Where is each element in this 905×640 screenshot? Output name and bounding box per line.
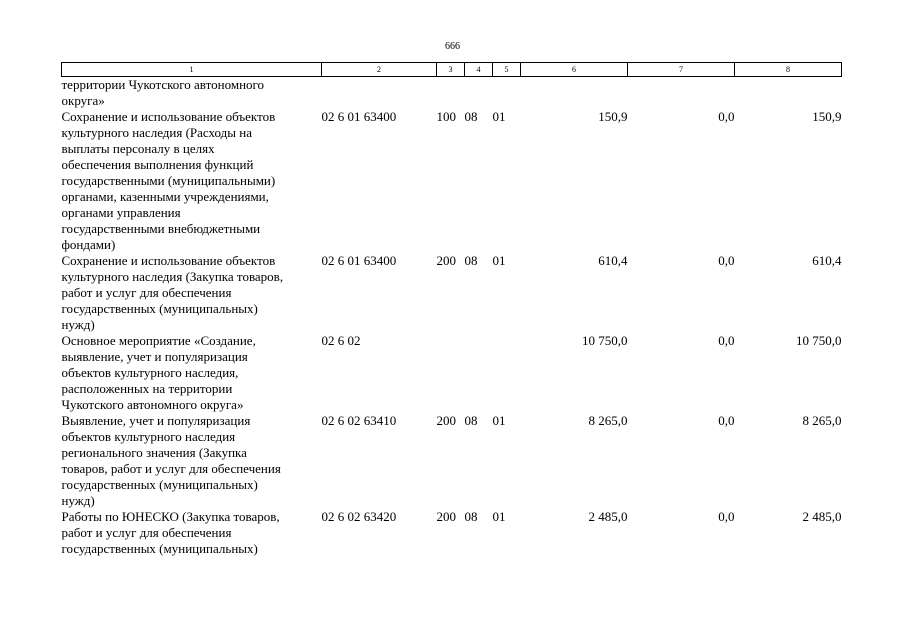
row-subsection: 01 (492, 413, 506, 428)
row-name-line: работ и услуг для обеспечения (61, 285, 232, 300)
table-row (62, 253, 842, 333)
row-code (322, 77, 437, 110)
row-expense-type (437, 77, 465, 110)
row-name-line: Чукотского автономного округа» (61, 397, 244, 412)
row-name-line: округа» (61, 93, 105, 108)
row-name-line: культурного наследия (Расходы на (61, 125, 252, 140)
row-change: 0,0 (718, 509, 735, 524)
row-section: 08 (464, 509, 478, 524)
row-subsection: 01 (492, 509, 506, 524)
table-row (62, 333, 842, 413)
row-total (735, 77, 842, 110)
row-code: 02 6 02 63420 (321, 509, 397, 524)
row-name-line: товаров, работ и услуг для обеспечения (61, 461, 281, 476)
row-name-line: государственными внебюджетными (61, 221, 261, 236)
row-amount: 8 265,0 (588, 413, 628, 428)
row-section: 08 (464, 413, 478, 428)
row-expense-type: 200 (436, 509, 456, 524)
header-col-5: 5 (493, 63, 521, 77)
header-col-3: 3 (437, 63, 465, 77)
row-name-line: обеспечения выполнения функций (61, 157, 254, 172)
row-name-line: Выявление, учет и популяризация (61, 413, 251, 428)
table-header-row (62, 63, 842, 77)
row-total: 610,4 (812, 253, 842, 268)
row-name-line: Основное мероприятие «Создание, (61, 333, 256, 348)
row-name (62, 509, 322, 557)
row-total: 8 265,0 (802, 413, 842, 428)
row-name-line: регионального значения (Закупка (61, 445, 247, 460)
row-amount: 610,4 (598, 253, 628, 268)
header-col-6: 6 (521, 63, 628, 77)
row-code: 02 6 02 (321, 333, 361, 348)
table-row (62, 413, 842, 509)
row-name-line: выявление, учет и популяризация (61, 349, 248, 364)
row-name-line: выплаты персоналу в целях (61, 141, 215, 156)
row-amount (521, 77, 628, 110)
row-change: 0,0 (718, 253, 735, 268)
row-name-line: государственными (муниципальными) (61, 173, 276, 188)
table-row (62, 509, 842, 557)
row-name-line: Сохранение и использование объектов (61, 109, 276, 124)
row-code: 02 6 01 63400 (321, 253, 397, 268)
row-expense-type: 200 (436, 413, 456, 428)
row-name (62, 253, 322, 333)
row-total: 150,9 (812, 109, 842, 124)
row-name (62, 77, 322, 110)
table-row (62, 77, 842, 110)
row-section: 08 (464, 109, 478, 124)
row-name (62, 333, 322, 413)
row-code: 02 6 02 63410 (321, 413, 397, 428)
row-subsection (493, 77, 521, 110)
row-change: 0,0 (718, 109, 735, 124)
row-name-line: органами, казенными учреждениями, (61, 189, 269, 204)
row-section (465, 77, 493, 110)
row-amount: 2 485,0 (588, 509, 628, 524)
row-name-line: расположенных на территории (61, 381, 233, 396)
header-col-8: 8 (735, 63, 842, 77)
row-name-line: государственных (муниципальных) (61, 477, 258, 492)
table-row (62, 109, 842, 253)
row-expense-type: 200 (436, 253, 456, 268)
budget-table (61, 62, 842, 557)
row-name-line: нужд) (61, 317, 95, 332)
row-change: 0,0 (718, 333, 735, 348)
header-col-7: 7 (628, 63, 735, 77)
header-col-1: 1 (62, 63, 322, 77)
row-name (62, 413, 322, 509)
row-name-line: объектов культурного наследия, (61, 365, 239, 380)
row-total: 10 750,0 (796, 333, 842, 348)
table-body (62, 77, 842, 558)
row-name (62, 109, 322, 253)
row-subsection: 01 (492, 253, 506, 268)
row-total: 2 485,0 (802, 509, 842, 524)
row-expense-type: 100 (436, 109, 456, 124)
row-name-line: фондами) (61, 237, 116, 252)
row-name-line: органами управления (61, 205, 181, 220)
row-expense-type (437, 333, 465, 413)
row-code: 02 6 01 63400 (321, 109, 397, 124)
row-name-line: государственных (муниципальных) (61, 301, 258, 316)
header-col-2: 2 (322, 63, 437, 77)
row-section (465, 333, 493, 413)
row-change: 0,0 (718, 413, 735, 428)
row-name-line: Работы по ЮНЕСКО (Закупка товаров, (61, 509, 280, 524)
row-name-line: культурного наследия (Закупка товаров, (61, 269, 284, 284)
row-subsection (493, 333, 521, 413)
row-name-line: Сохранение и использование объектов (61, 253, 276, 268)
row-change (628, 77, 735, 110)
row-name-line: нужд) (61, 493, 95, 508)
row-name-line: объектов культурного наследия (61, 429, 236, 444)
page-number: 666 (445, 41, 460, 52)
header-col-4: 4 (465, 63, 493, 77)
row-amount: 10 750,0 (582, 333, 628, 348)
row-name-line: государственных (муниципальных) (61, 541, 258, 556)
row-name-line: территории Чукотского автономного (61, 77, 265, 92)
row-subsection: 01 (492, 109, 506, 124)
row-name-line: работ и услуг для обеспечения (61, 525, 232, 540)
row-amount: 150,9 (598, 109, 628, 124)
row-section: 08 (464, 253, 478, 268)
